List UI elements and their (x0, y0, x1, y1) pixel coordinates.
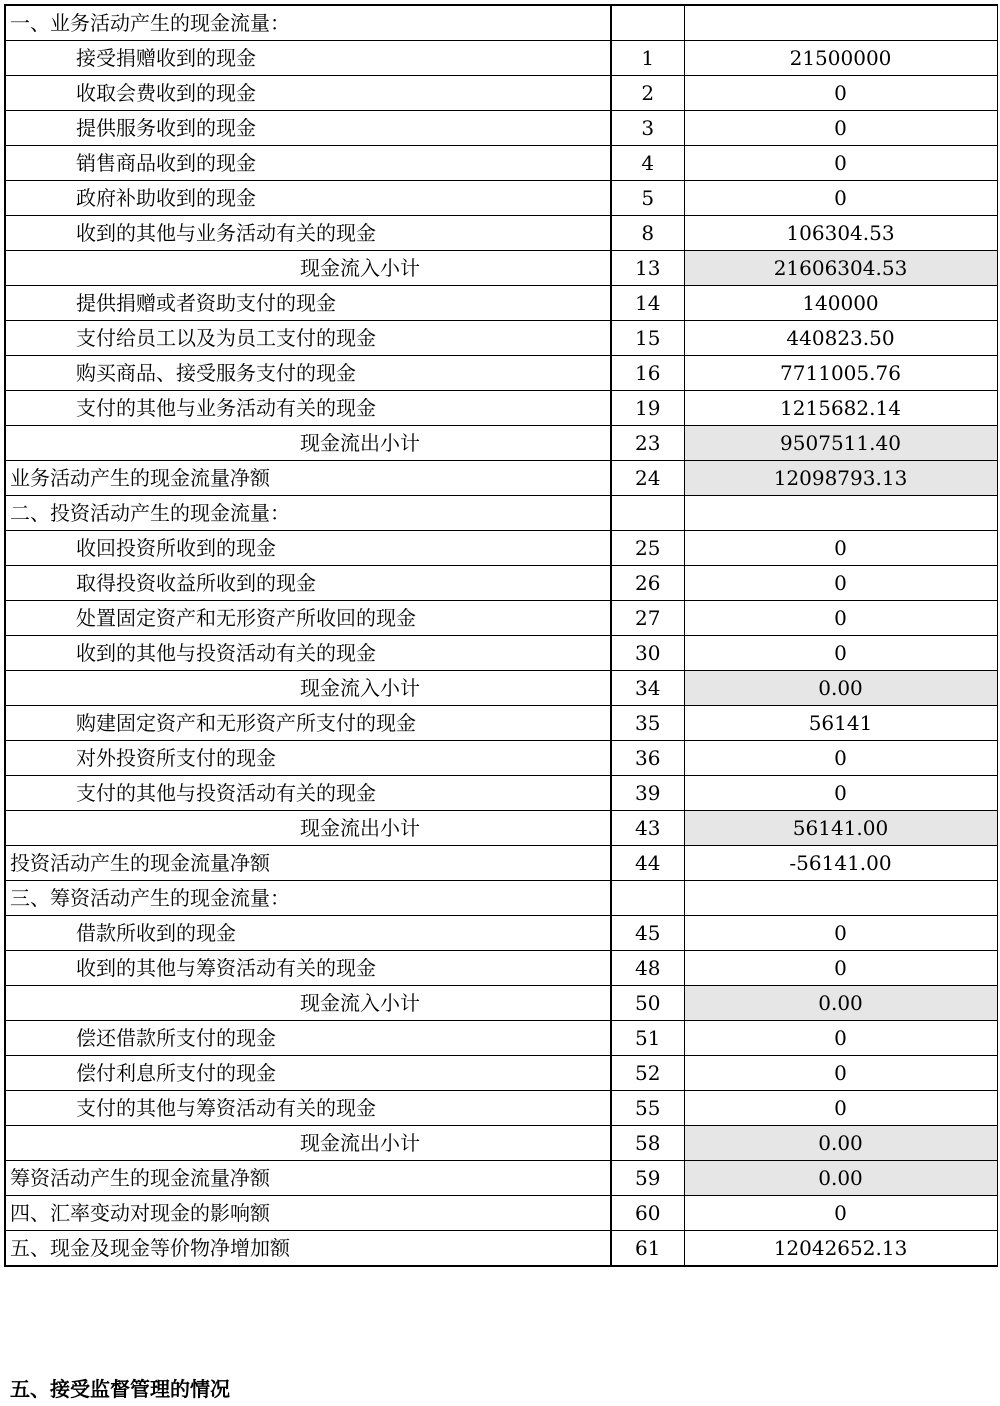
item-label: 现金流入小计 (5, 671, 611, 706)
line-number: 45 (611, 916, 684, 951)
line-number: 34 (611, 671, 684, 706)
amount-value: -56141.00 (684, 846, 997, 881)
line-number: 35 (611, 706, 684, 741)
item-label: 提供捐赠或者资助支付的现金 (5, 286, 611, 321)
table-row (5, 321, 997, 356)
item-label: 借款所收到的现金 (5, 916, 611, 951)
table-row (5, 146, 997, 181)
section-heading-supervision: 五、接受监督管理的情况 (10, 1377, 230, 1401)
line-number: 55 (611, 1091, 684, 1126)
line-number: 58 (611, 1126, 684, 1161)
amount-value: 0 (684, 741, 997, 776)
cash-flow-table (4, 4, 998, 1267)
amount-value: 0 (684, 601, 997, 636)
table-row (5, 1231, 997, 1267)
item-label: 现金流出小计 (5, 1126, 611, 1161)
item-label: 购买商品、接受服务支付的现金 (5, 356, 611, 391)
item-label: 取得投资收益所收到的现金 (5, 566, 611, 601)
section-header-row (5, 5, 997, 41)
line-number: 3 (611, 111, 684, 146)
amount-value: 0 (684, 111, 997, 146)
item-label: 现金流入小计 (5, 986, 611, 1021)
table-row (5, 671, 997, 706)
line-number: 30 (611, 636, 684, 671)
amount-value: 0 (684, 1021, 997, 1056)
amount-value (684, 5, 997, 41)
amount-value: 0 (684, 146, 997, 181)
item-label: 支付给员工以及为员工支付的现金 (5, 321, 611, 356)
table-row (5, 566, 997, 601)
item-label: 筹资活动产生的现金流量净额 (5, 1161, 611, 1196)
table-row (5, 951, 997, 986)
table-row (5, 741, 997, 776)
line-number: 2 (611, 76, 684, 111)
item-label: 收到的其他与筹资活动有关的现金 (5, 951, 611, 986)
item-label: 收到的其他与业务活动有关的现金 (5, 216, 611, 251)
item-label: 现金流出小计 (5, 811, 611, 846)
cash-flow-rows (5, 5, 997, 1266)
table-row (5, 251, 997, 286)
table-row (5, 706, 997, 741)
table-row (5, 111, 997, 146)
item-label: 支付的其他与筹资活动有关的现金 (5, 1091, 611, 1126)
section-header-row (5, 496, 997, 531)
item-label: 政府补助收到的现金 (5, 181, 611, 216)
item-label: 处置固定资产和无形资产所收回的现金 (5, 601, 611, 636)
line-number: 36 (611, 741, 684, 776)
item-label: 二、投资活动产生的现金流量： (5, 496, 611, 531)
table-row (5, 356, 997, 391)
amount-value: 1215682.14 (684, 391, 997, 426)
amount-value: 7711005.76 (684, 356, 997, 391)
cash-flow-statement (4, 4, 996, 1267)
amount-value: 0 (684, 636, 997, 671)
line-number: 23 (611, 426, 684, 461)
amount-value: 0.00 (684, 1161, 997, 1196)
amount-value: 0.00 (684, 671, 997, 706)
item-label: 一、业务活动产生的现金流量： (5, 5, 611, 41)
table-row (5, 1021, 997, 1056)
section-header-row (5, 881, 997, 916)
amount-value: 0 (684, 916, 997, 951)
amount-value: 0 (684, 776, 997, 811)
table-row (5, 391, 997, 426)
line-number: 27 (611, 601, 684, 636)
table-row (5, 461, 997, 496)
line-number: 16 (611, 356, 684, 391)
item-label: 销售商品收到的现金 (5, 146, 611, 181)
amount-value: 0 (684, 1196, 997, 1231)
table-row (5, 601, 997, 636)
amount-value (684, 881, 997, 916)
line-number: 51 (611, 1021, 684, 1056)
table-row (5, 1091, 997, 1126)
table-row (5, 636, 997, 671)
item-label: 五、现金及现金等价物净增加额 (5, 1231, 611, 1267)
amount-value: 0.00 (684, 1126, 997, 1161)
item-label: 购建固定资产和无形资产所支付的现金 (5, 706, 611, 741)
line-number: 60 (611, 1196, 684, 1231)
line-number: 8 (611, 216, 684, 251)
item-label: 收取会费收到的现金 (5, 76, 611, 111)
amount-value: 0 (684, 181, 997, 216)
item-label: 三、筹资活动产生的现金流量： (5, 881, 611, 916)
line-number (611, 496, 684, 531)
table-row (5, 1196, 997, 1231)
amount-value: 0 (684, 566, 997, 601)
line-number: 61 (611, 1231, 684, 1267)
item-label: 收到的其他与投资活动有关的现金 (5, 636, 611, 671)
line-number (611, 5, 684, 41)
amount-value: 21606304.53 (684, 251, 997, 286)
line-number: 4 (611, 146, 684, 181)
item-label: 投资活动产生的现金流量净额 (5, 846, 611, 881)
line-number: 25 (611, 531, 684, 566)
line-number: 59 (611, 1161, 684, 1196)
table-row (5, 916, 997, 951)
table-row (5, 776, 997, 811)
item-label: 收回投资所收到的现金 (5, 531, 611, 566)
table-row (5, 76, 997, 111)
table-row (5, 1126, 997, 1161)
line-number (611, 881, 684, 916)
line-number: 14 (611, 286, 684, 321)
item-label: 现金流入小计 (5, 251, 611, 286)
item-label: 四、汇率变动对现金的影响额 (5, 1196, 611, 1231)
line-number: 26 (611, 566, 684, 601)
amount-value: 12098793.13 (684, 461, 997, 496)
line-number: 19 (611, 391, 684, 426)
line-number: 52 (611, 1056, 684, 1091)
line-number: 24 (611, 461, 684, 496)
item-label: 接受捐赠收到的现金 (5, 41, 611, 76)
amount-value: 440823.50 (684, 321, 997, 356)
table-row (5, 1056, 997, 1091)
amount-value: 21500000 (684, 41, 997, 76)
line-number: 50 (611, 986, 684, 1021)
table-row (5, 986, 997, 1021)
amount-value: 12042652.13 (684, 1231, 997, 1267)
table-row (5, 181, 997, 216)
table-row (5, 811, 997, 846)
amount-value: 56141.00 (684, 811, 997, 846)
line-number: 39 (611, 776, 684, 811)
line-number: 15 (611, 321, 684, 356)
amount-value: 0.00 (684, 986, 997, 1021)
amount-value: 0 (684, 951, 997, 986)
table-row (5, 1161, 997, 1196)
amount-value (684, 496, 997, 531)
table-row (5, 531, 997, 566)
line-number: 1 (611, 41, 684, 76)
item-label: 支付的其他与业务活动有关的现金 (5, 391, 611, 426)
amount-value: 0 (684, 1056, 997, 1091)
amount-value: 0 (684, 1091, 997, 1126)
item-label: 支付的其他与投资活动有关的现金 (5, 776, 611, 811)
item-label: 偿还借款所支付的现金 (5, 1021, 611, 1056)
line-number: 44 (611, 846, 684, 881)
item-label: 现金流出小计 (5, 426, 611, 461)
amount-value: 140000 (684, 286, 997, 321)
table-row (5, 426, 997, 461)
line-number: 13 (611, 251, 684, 286)
item-label: 偿付利息所支付的现金 (5, 1056, 611, 1091)
table-row (5, 216, 997, 251)
item-label: 业务活动产生的现金流量净额 (5, 461, 611, 496)
line-number: 5 (611, 181, 684, 216)
table-row (5, 286, 997, 321)
table-row (5, 41, 997, 76)
line-number: 43 (611, 811, 684, 846)
item-label: 对外投资所支付的现金 (5, 741, 611, 776)
item-label: 提供服务收到的现金 (5, 111, 611, 146)
amount-value: 9507511.40 (684, 426, 997, 461)
amount-value: 0 (684, 76, 997, 111)
table-row (5, 846, 997, 881)
amount-value: 106304.53 (684, 216, 997, 251)
line-number: 48 (611, 951, 684, 986)
amount-value: 0 (684, 531, 997, 566)
amount-value: 56141 (684, 706, 997, 741)
